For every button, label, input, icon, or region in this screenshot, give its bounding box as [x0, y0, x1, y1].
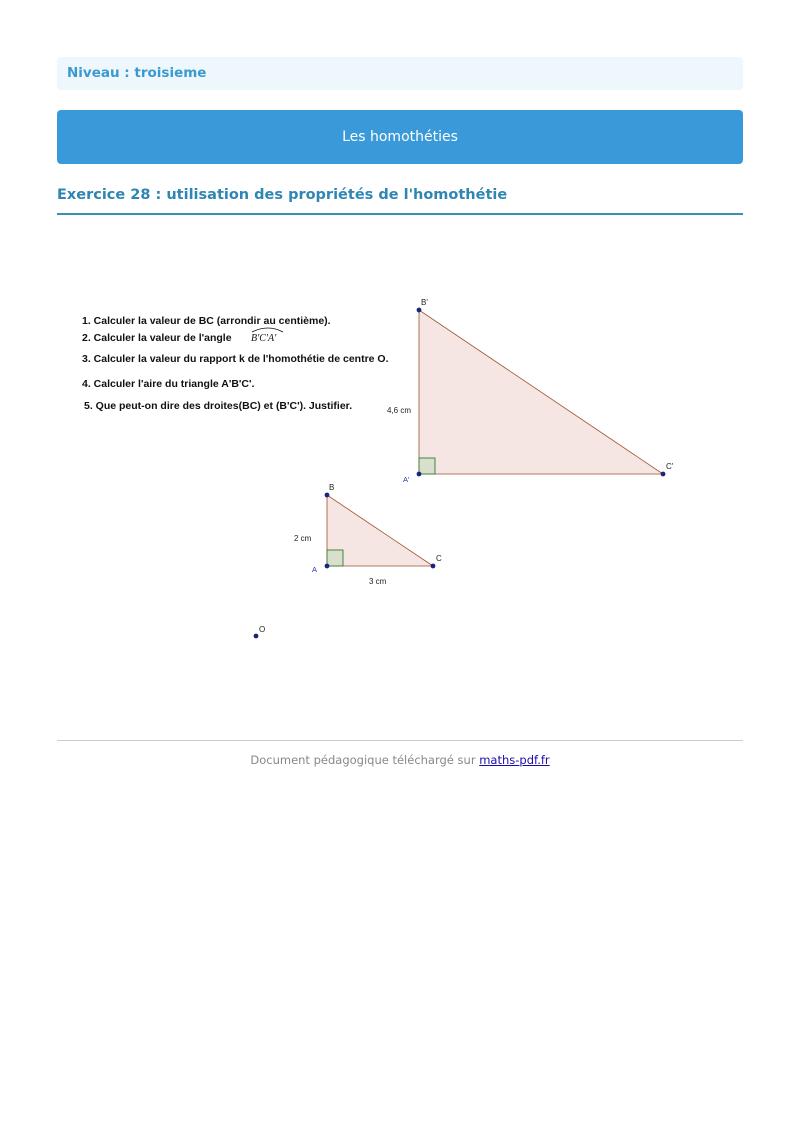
question-5: 5. Que peut-on dire des droites(BC) et (B'C'). Justifier.: [84, 400, 353, 412]
angle-arc-icon: [252, 328, 283, 332]
point-b: [325, 493, 330, 498]
label-c: C: [436, 554, 442, 563]
point-c: [431, 564, 436, 569]
angle-label: B'C'A': [251, 333, 277, 344]
chapter-banner: Les homothéties: [57, 110, 743, 164]
length-ab: 2 cm: [294, 534, 312, 543]
footer-link[interactable]: maths-pdf.fr: [479, 753, 550, 767]
angle-notation: [251, 328, 283, 344]
footer-text: Document pédagogique téléchargé sur: [250, 753, 480, 767]
length-a-prime-b-prime: 4,6 cm: [387, 406, 412, 415]
label-a: A: [312, 565, 318, 574]
point-b-prime: [417, 308, 422, 313]
right-angle-marker-a-prime: [419, 458, 435, 474]
length-ac: 3 cm: [369, 577, 387, 586]
right-angle-marker-a: [327, 550, 343, 566]
label-a-prime: A': [403, 475, 410, 484]
point-a-prime: [417, 472, 422, 477]
footer: [57, 753, 743, 767]
question-2: 2. Calculer la valeur de l'angle: [82, 332, 232, 344]
point-o: [254, 634, 259, 639]
exercise-title: Exercice 28 : utilisation des propriétés de l'homothétie: [57, 183, 743, 215]
point-a: [325, 564, 330, 569]
label-b: B: [329, 483, 335, 492]
triangle-a-prime-b-prime-c-prime: [419, 310, 663, 474]
question-4: 4. Calculer l'aire du triangle A'B'C'.: [82, 378, 255, 390]
footer-divider: [57, 740, 743, 741]
label-o: O: [259, 625, 266, 634]
point-c-prime: [661, 472, 666, 477]
niveau-label: Niveau : troisieme: [57, 57, 743, 90]
label-c-prime: C': [666, 462, 674, 471]
label-b-prime: B': [421, 298, 428, 307]
question-1: 1. Calculer la valeur de BC (arrondir au centième).: [82, 315, 331, 327]
question-3: 3. Calculer la valeur du rapport k de l'homothétie de centre O.: [82, 353, 389, 365]
